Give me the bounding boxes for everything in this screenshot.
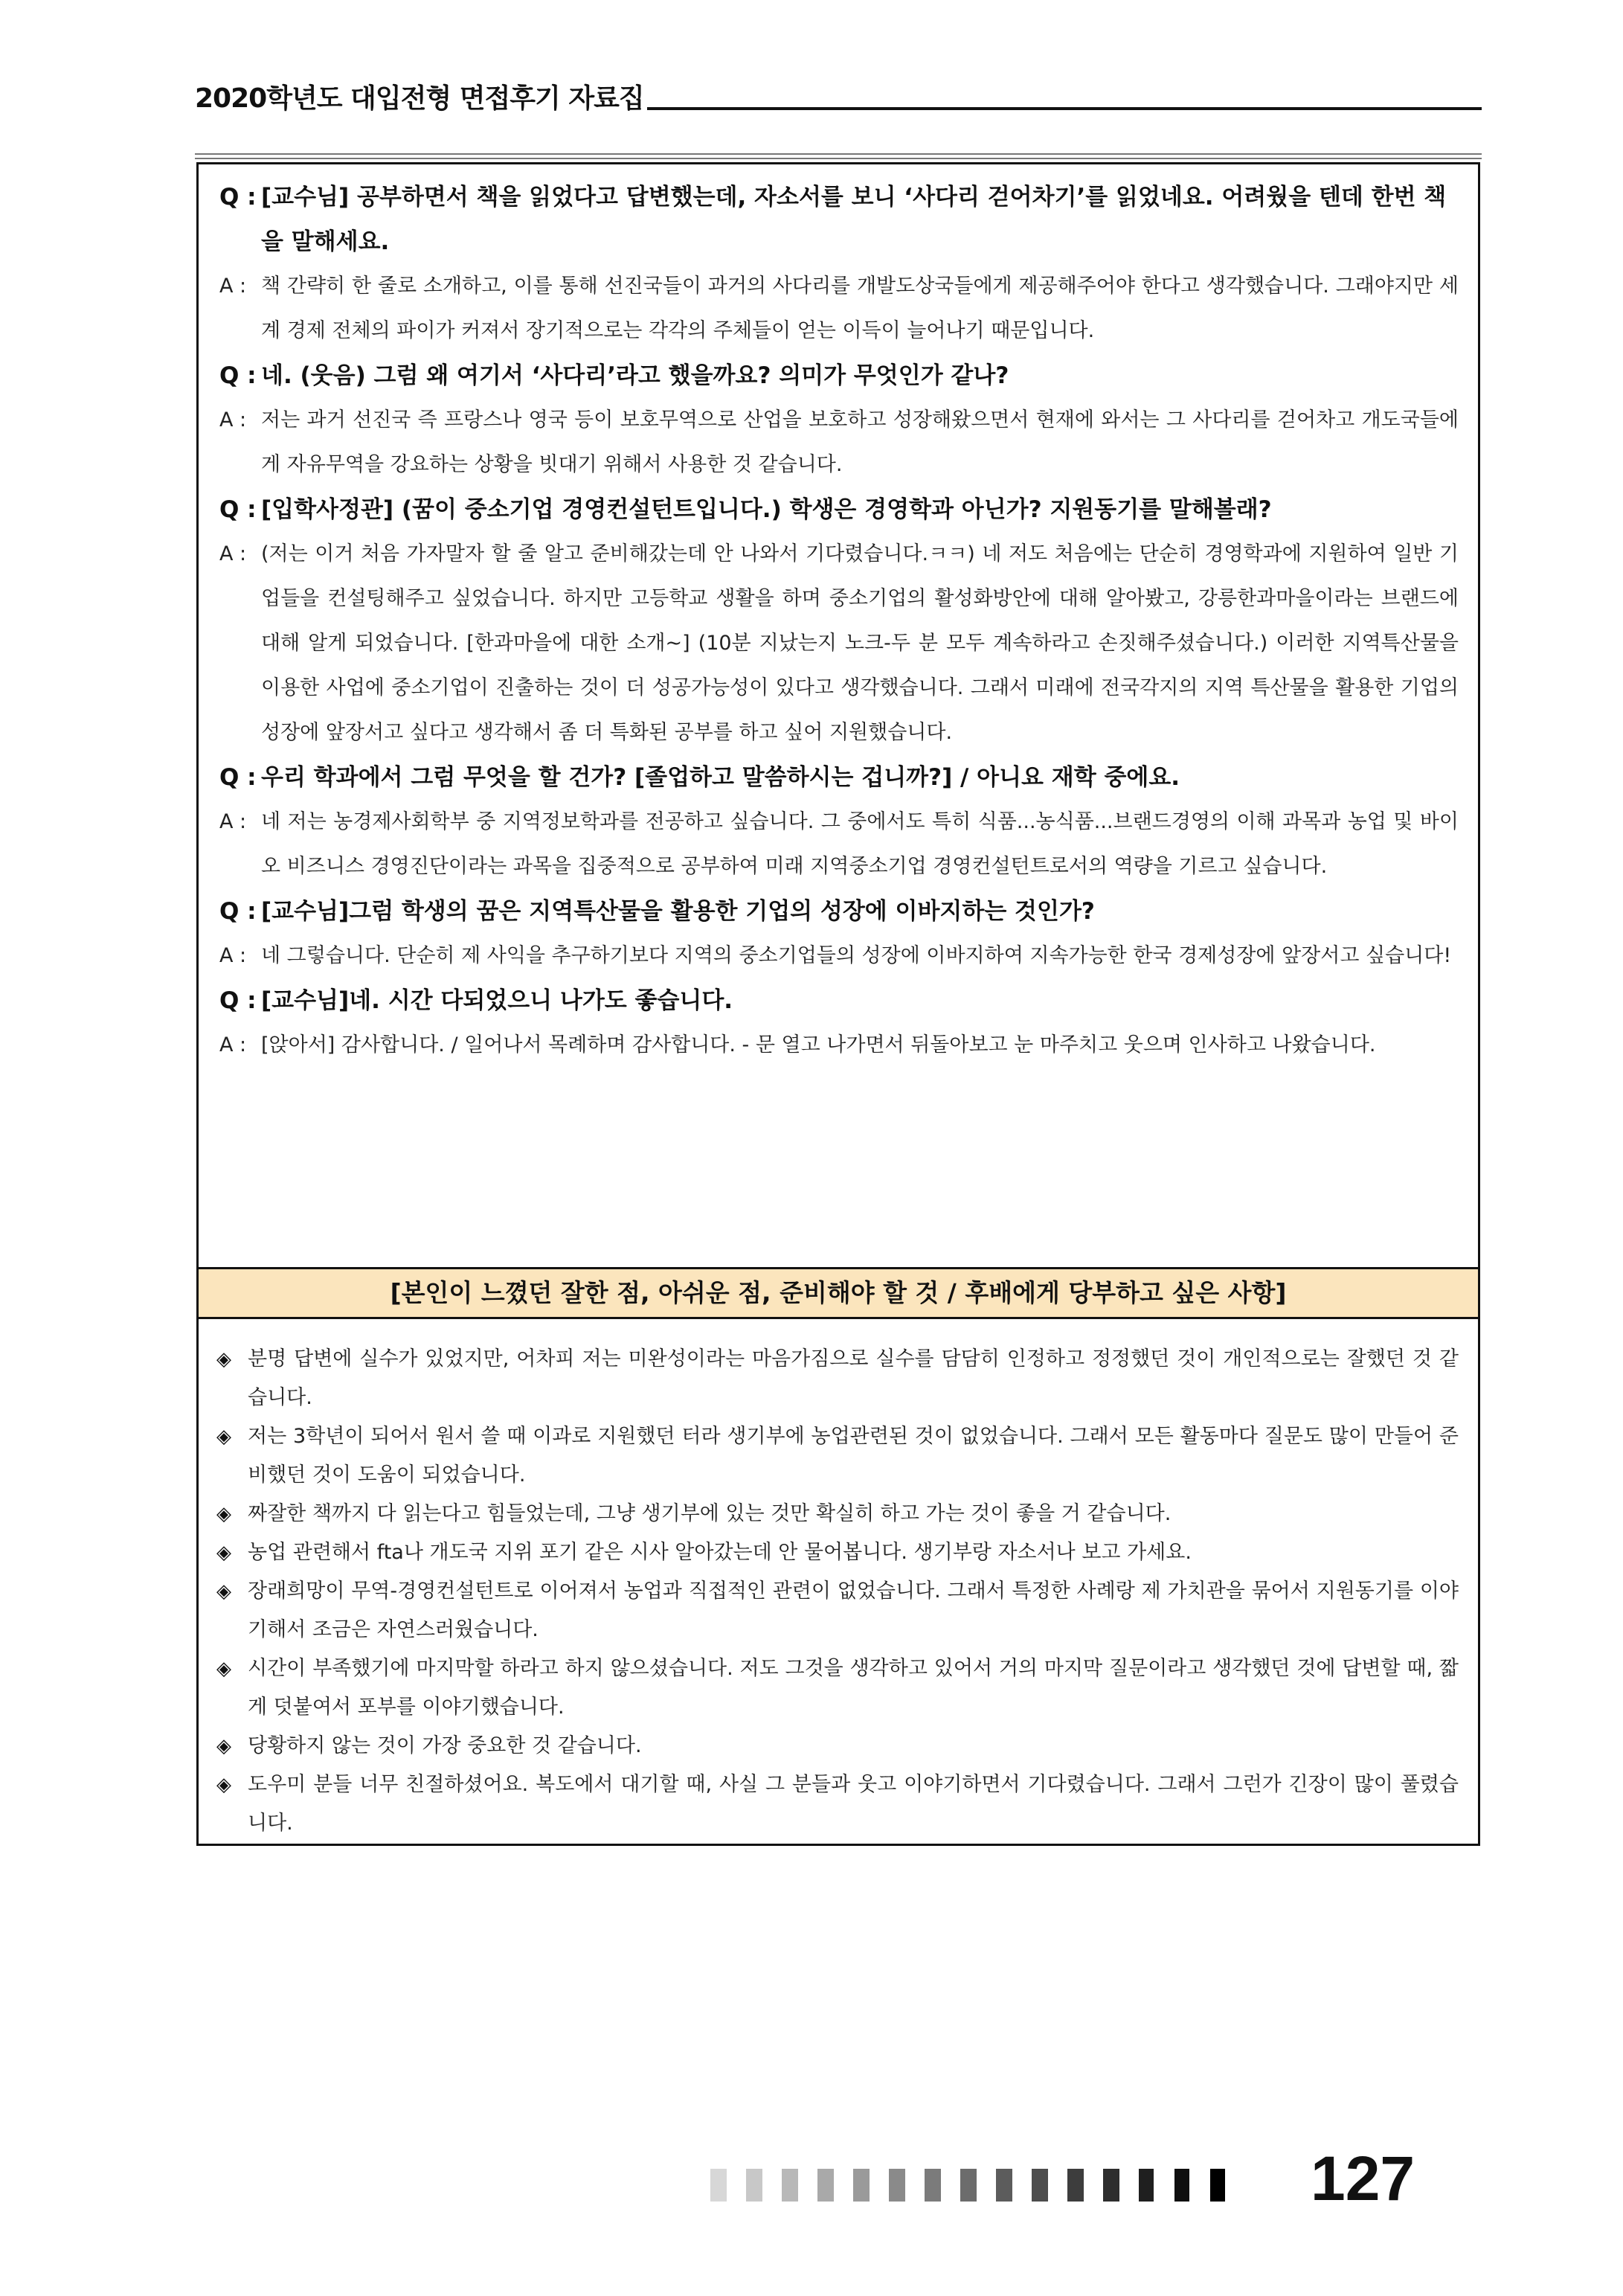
answer-tag: A : [219, 810, 247, 833]
question-1 [199, 175, 1478, 264]
answer-text: 책 간략히 한 줄로 소개하고, 이를 통해 선진국들이 과거의 사다리를 개발도상국들에게 제공해주어야 한다고 생각했습니다. 그래야지만 세계 경제 전체의 파이가 커져서 장기적으로는 각각의 주체들이 얻는 이득이 늘어나기 때문입니다. [261, 275, 1459, 342]
answer-1 [199, 264, 1478, 353]
answer-tag: A : [219, 275, 247, 298]
footer-bar [1210, 2169, 1225, 2202]
answer-text: (저는 이거 처음 가자말자 할 줄 알고 준비해갔는데 안 나와서 기다렸습니다.ㅋㅋ) 네 저도 처음에는 단순히 경영학과에 지원하여 일반 기업들을 컨설팅해주고 싶었습니다. 하지만 고등학교 생활을 하며 중소기업의 활성화방안에 대해 알아봤고, 강릉한과마을이라는 브랜드에 대해 알게 되었습니다. [한과마을에 대한 소개~] (10분 지났는지 노크-두 분 모두 계속하라고 손짓해주셨습니다.) 이러한 지역특산물을 이용한 사업에 중소기업이 진출하는 것이 더 성공가능성이 있다고 생각했습니다. 그래서 미래에 전국각지의 지역 특산물을 활용한 기업의 성장에 앞장서고 싶다고 생각해서 좀 더 특화된 공부를 하고 싶어 지원했습니다. [261, 542, 1459, 744]
footer-bar [960, 2169, 977, 2202]
answer-text: 네 그렇습니다. 단순히 제 사익을 추구하기보다 지역의 중소기업들의 성장에 이바지하여 지속가능한 한국 경제성장에 앞장서고 싶습니다! [261, 944, 1452, 967]
tip-item [199, 1495, 1478, 1533]
diamond-bullet-icon: ◈ [216, 1542, 231, 1564]
tips-list [199, 1340, 1478, 1843]
footer-bar [853, 2169, 870, 2202]
tip-text: 분명 답변에 실수가 있었지만, 어차피 저는 미완성이라는 마음가짐으로 실수를 담담히 인정하고 정정했던 것이 개인적으로는 잘했던 것 같습니다. [248, 1347, 1459, 1409]
footer-bar [1103, 2169, 1119, 2202]
footer-bar [889, 2169, 905, 2202]
answer-4 [199, 800, 1478, 889]
answer-text: [앉아서] 감사합니다. / 일어나서 목례하며 감사합니다. - 문 열고 나가면서 뒤돌아보고 눈 마주치고 웃으며 인사하고 나왔습니다. [261, 1033, 1376, 1056]
answer-6 [199, 1023, 1478, 1068]
question-text: [교수님] 공부하면서 책을 읽었다고 답변했는데, 자소서를 보니 ‘사다리 걷어차기’를 읽었네요. 어려웠을 텐데 한번 책을 말해세요. [261, 184, 1447, 255]
footer-bar [996, 2169, 1012, 2202]
header-underline [647, 107, 1482, 110]
diamond-bullet-icon: ◈ [216, 1348, 231, 1370]
tip-item [199, 1417, 1478, 1495]
tip-text: 도우미 분들 너무 친절하셨어요. 복도에서 대기할 때, 사실 그 분들과 웃고 이야기하면서 기다렸습니다. 그래서 그런가 긴장이 많이 풀렸습니다. [248, 1773, 1459, 1835]
question-tag: Q : [219, 184, 257, 211]
answer-5 [199, 934, 1478, 978]
question-4 [199, 755, 1478, 800]
interview-content-box [196, 162, 1480, 1846]
diamond-bullet-icon: ◈ [216, 1580, 231, 1603]
question-tag: Q : [219, 496, 257, 523]
footer-bar [1174, 2169, 1189, 2202]
answer-text: 네 저는 농경제사회학부 중 지역정보학과를 전공하고 싶습니다. 그 중에서도 특히 식품...농식품...브랜드경영의 이해 과목과 농업 및 바이오 비즈니스 경영진단이라는 과목을 집중적으로 공부하여 미래 지역중소기업 경영컨설턴트로서의 역량을 기르고 싶습니다. [261, 810, 1459, 878]
tip-text: 장래희망이 무역-경영컨설턴트로 이어져서 농업과 직접적인 관련이 없었습니다. 그래서 특정한 사례랑 제 가치관을 묶어서 지원동기를 이야기해서 조금은 자연스러웠습니다. [248, 1580, 1459, 1641]
question-3 [199, 487, 1478, 532]
tip-text: 시간이 부족했기에 마지막할 하라고 하지 않으셨습니다. 저도 그것을 생각하고 있어서 거의 마지막 질문이라고 생각했던 것에 답변할 때, 짧게 덧붙여서 포부를 이야기했습니다. [248, 1657, 1459, 1719]
tip-item [199, 1340, 1478, 1417]
diamond-bullet-icon: ◈ [216, 1735, 231, 1757]
footer-bar [1032, 2169, 1048, 2202]
answer-2 [199, 398, 1478, 487]
document-title: 2020학년도 대입전형 면접후기 자료집 [195, 83, 644, 114]
tip-text: 당황하지 않는 것이 가장 중요한 것 같습니다. [248, 1734, 642, 1757]
footer-bar [817, 2169, 834, 2202]
question-text: [교수님]네. 시간 다되었으니 나가도 좋습니다. [261, 987, 733, 1014]
reflection-section-header: [본인이 느꼈던 잘한 점, 아쉬운 점, 준비해야 할 것 / 후배에게 당부하고 싶은 사항] [199, 1267, 1478, 1319]
footer-bar [746, 2169, 762, 2202]
tip-item [199, 1727, 1478, 1766]
tip-item [199, 1533, 1478, 1572]
question-6 [199, 978, 1478, 1023]
answer-tag: A : [219, 1033, 247, 1056]
diamond-bullet-icon: ◈ [216, 1658, 231, 1680]
question-text: [입학사정관] (꿈이 중소기업 경영컨설턴트입니다.) 학생은 경영학과 아닌가? 지원동기를 말해볼래? [261, 496, 1272, 523]
question-tag: Q : [219, 898, 257, 925]
footer-bar [782, 2169, 798, 2202]
diamond-bullet-icon: ◈ [216, 1774, 231, 1796]
answer-tag: A : [219, 944, 247, 967]
tip-text: 저는 3학년이 되어서 원서 쓸 때 이과로 지원했던 터라 생기부에 농업관련된 것이 없었습니다. 그래서 모든 활동마다 질문도 많이 만들어 준비했던 것이 도움이 되었습니다. [248, 1425, 1459, 1487]
diamond-bullet-icon: ◈ [216, 1503, 231, 1525]
answer-text: 저는 과거 선진국 즉 프랑스나 영국 등이 보호무역으로 산업을 보호하고 성장해왔으면서 현재에 와서는 그 사다리를 걷어차고 개도국들에게 자유무역을 강요하는 상황을 빗대기 위해서 사용한 것 같습니다. [261, 408, 1459, 476]
footer-bar [1139, 2169, 1154, 2202]
question-tag: Q : [219, 764, 257, 791]
tip-item [199, 1572, 1478, 1649]
tip-text: 농업 관련해서 fta나 개도국 지위 포기 같은 시사 알아갔는데 안 물어봅니다. 생기부랑 자소서나 보고 가세요. [248, 1541, 1192, 1564]
answer-3 [199, 532, 1478, 755]
question-2 [199, 353, 1478, 398]
footer-bar [1067, 2169, 1084, 2202]
question-text: 네. (웃음) 그럼 왜 여기서 ‘사다리’라고 했을까요? 의미가 무엇인가 같나? [261, 362, 1009, 389]
footer-bar [710, 2169, 727, 2202]
qa-list [199, 175, 1478, 1068]
divider-top [195, 153, 1482, 155]
answer-tag: A : [219, 542, 247, 565]
diamond-bullet-icon: ◈ [216, 1426, 231, 1448]
question-5 [199, 889, 1478, 934]
page-number: 127 [1311, 2143, 1415, 2213]
question-tag: Q : [219, 987, 257, 1014]
tip-item [199, 1766, 1478, 1843]
answer-tag: A : [219, 408, 247, 432]
footer-bar [925, 2169, 941, 2202]
question-text: 우리 학과에서 그럼 무엇을 할 건가? [졸업하고 말씀하시는 겁니까?] / 아니요 재학 중에요. [261, 764, 1180, 791]
tip-text: 짜잘한 책까지 다 읽는다고 힘들었는데, 그냥 생기부에 있는 것만 확실히 하고 가는 것이 좋을 거 같습니다. [248, 1502, 1172, 1525]
question-text: [교수님]그럼 학생의 꿈은 지역특산물을 활용한 기업의 성장에 이바지하는 것인가? [261, 898, 1095, 925]
divider-top-secondary [195, 158, 1482, 159]
question-tag: Q : [219, 362, 257, 389]
tip-item [199, 1649, 1478, 1727]
